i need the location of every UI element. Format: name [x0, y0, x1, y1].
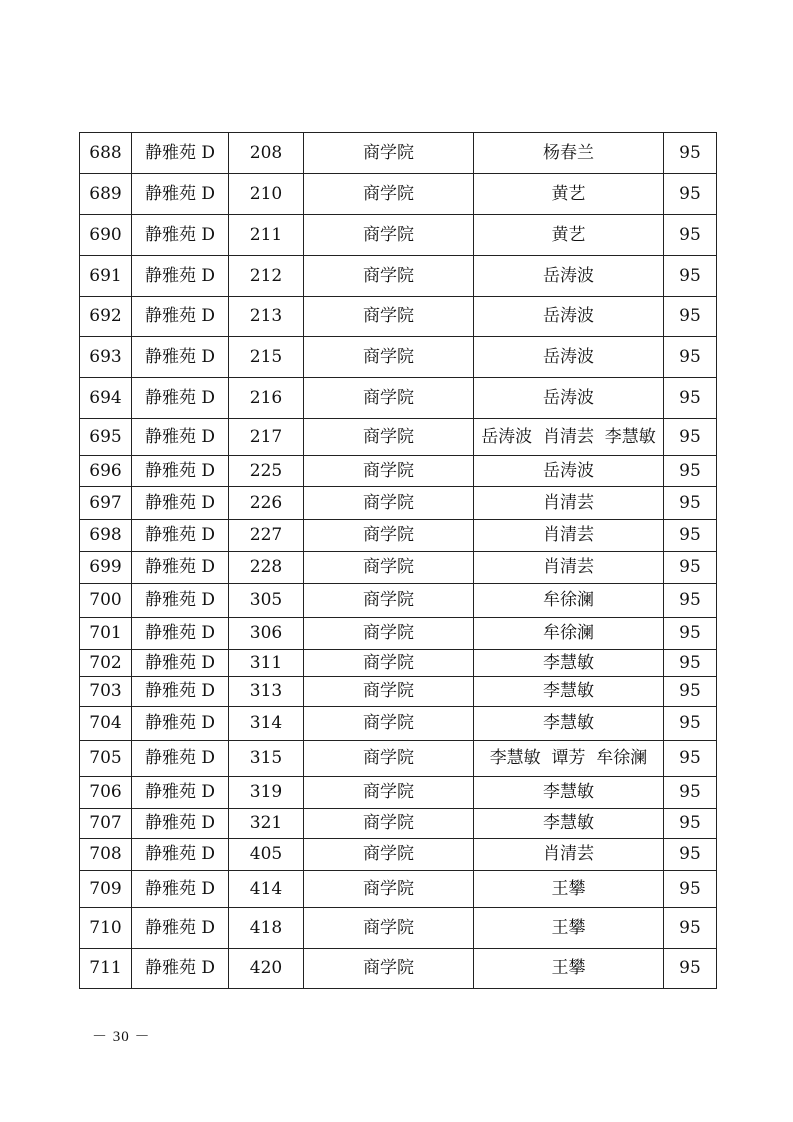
score-cell: 95	[664, 949, 717, 989]
college-cell: 商学院	[304, 552, 474, 584]
row-number: 689	[80, 174, 132, 215]
score-cell: 95	[664, 677, 717, 707]
table-row	[80, 707, 717, 741]
table-row	[80, 520, 717, 552]
row-number: 694	[80, 378, 132, 419]
responsible-person-cell: 杨春兰	[474, 133, 664, 174]
responsible-person-cell: 岳涛波	[474, 337, 664, 378]
table-row	[80, 552, 717, 584]
score-cell: 95	[664, 707, 717, 741]
row-number: 707	[80, 809, 132, 839]
score-cell: 95	[664, 174, 717, 215]
row-number: 704	[80, 707, 132, 741]
room-number-cell: 210	[229, 174, 304, 215]
building-cell: 静雅苑 D	[132, 871, 229, 908]
college-cell: 商学院	[304, 487, 474, 520]
responsible-person-cell: 肖清芸	[474, 552, 664, 584]
building-cell: 静雅苑 D	[132, 174, 229, 215]
responsible-person-cell: 黄艺	[474, 215, 664, 256]
table-row	[80, 618, 717, 650]
table-row	[80, 839, 717, 871]
table-row	[80, 419, 717, 456]
building-cell: 静雅苑 D	[132, 419, 229, 456]
building-cell: 静雅苑 D	[132, 552, 229, 584]
responsible-person-cell: 王攀	[474, 949, 664, 989]
dormitory-score-table	[79, 132, 717, 989]
row-number: 691	[80, 256, 132, 297]
college-cell: 商学院	[304, 256, 474, 297]
college-cell: 商学院	[304, 215, 474, 256]
row-number: 705	[80, 741, 132, 777]
college-cell: 商学院	[304, 809, 474, 839]
row-number: 697	[80, 487, 132, 520]
score-cell: 95	[664, 215, 717, 256]
score-cell: 95	[664, 378, 717, 419]
college-cell: 商学院	[304, 584, 474, 618]
score-cell: 95	[664, 871, 717, 908]
table-row	[80, 584, 717, 618]
score-cell: 95	[664, 741, 717, 777]
score-cell: 95	[664, 839, 717, 871]
building-cell: 静雅苑 D	[132, 256, 229, 297]
college-cell: 商学院	[304, 618, 474, 650]
page-number: － 30 －	[92, 1029, 151, 1045]
responsible-person-cell: 岳涛波	[474, 456, 664, 487]
room-number-cell: 228	[229, 552, 304, 584]
row-number: 708	[80, 839, 132, 871]
room-number-cell: 321	[229, 809, 304, 839]
building-cell: 静雅苑 D	[132, 908, 229, 949]
room-number-cell: 217	[229, 419, 304, 456]
responsible-person-cell: 黄艺	[474, 174, 664, 215]
table-row	[80, 456, 717, 487]
score-cell: 95	[664, 337, 717, 378]
building-cell: 静雅苑 D	[132, 297, 229, 337]
row-number: 701	[80, 618, 132, 650]
responsible-person-cell: 岳涛波	[474, 378, 664, 419]
table-row	[80, 378, 717, 419]
college-cell: 商学院	[304, 741, 474, 777]
responsible-person-cell: 肖清芸	[474, 487, 664, 520]
building-cell: 静雅苑 D	[132, 677, 229, 707]
score-cell: 95	[664, 456, 717, 487]
room-number-cell: 213	[229, 297, 304, 337]
table-row	[80, 487, 717, 520]
row-number: 711	[80, 949, 132, 989]
room-number-cell: 305	[229, 584, 304, 618]
college-cell: 商学院	[304, 419, 474, 456]
college-cell: 商学院	[304, 650, 474, 677]
college-cell: 商学院	[304, 297, 474, 337]
responsible-person-cell: 李慧敏	[474, 650, 664, 677]
room-number-cell: 212	[229, 256, 304, 297]
table-row	[80, 215, 717, 256]
building-cell: 静雅苑 D	[132, 650, 229, 677]
table-row	[80, 871, 717, 908]
room-number-cell: 414	[229, 871, 304, 908]
responsible-person-cell: 岳涛波	[474, 297, 664, 337]
row-number: 690	[80, 215, 132, 256]
table-row	[80, 741, 717, 777]
building-cell: 静雅苑 D	[132, 520, 229, 552]
table-row	[80, 174, 717, 215]
building-cell: 静雅苑 D	[132, 707, 229, 741]
building-cell: 静雅苑 D	[132, 133, 229, 174]
score-cell: 95	[664, 584, 717, 618]
building-cell: 静雅苑 D	[132, 741, 229, 777]
row-number: 703	[80, 677, 132, 707]
responsible-person-cell: 王攀	[474, 908, 664, 949]
row-number: 696	[80, 456, 132, 487]
college-cell: 商学院	[304, 456, 474, 487]
room-number-cell: 420	[229, 949, 304, 989]
college-cell: 商学院	[304, 949, 474, 989]
building-cell: 静雅苑 D	[132, 456, 229, 487]
responsible-person-cell: 肖清芸	[474, 839, 664, 871]
score-cell: 95	[664, 908, 717, 949]
responsible-person-cell: 李慧敏	[474, 707, 664, 741]
college-cell: 商学院	[304, 839, 474, 871]
room-number-cell: 208	[229, 133, 304, 174]
row-number: 699	[80, 552, 132, 584]
college-cell: 商学院	[304, 337, 474, 378]
room-number-cell: 405	[229, 839, 304, 871]
college-cell: 商学院	[304, 174, 474, 215]
score-cell: 95	[664, 297, 717, 337]
table-row	[80, 949, 717, 989]
row-number: 709	[80, 871, 132, 908]
responsible-person-cell: 岳涛波	[474, 256, 664, 297]
college-cell: 商学院	[304, 871, 474, 908]
score-cell: 95	[664, 487, 717, 520]
building-cell: 静雅苑 D	[132, 215, 229, 256]
row-number: 710	[80, 908, 132, 949]
room-number-cell: 314	[229, 707, 304, 741]
college-cell: 商学院	[304, 777, 474, 809]
row-number: 692	[80, 297, 132, 337]
college-cell: 商学院	[304, 520, 474, 552]
row-number: 693	[80, 337, 132, 378]
table-row	[80, 777, 717, 809]
row-number: 706	[80, 777, 132, 809]
score-cell: 95	[664, 809, 717, 839]
row-number: 698	[80, 520, 132, 552]
row-number: 700	[80, 584, 132, 618]
score-cell: 95	[664, 552, 717, 584]
row-number: 688	[80, 133, 132, 174]
score-cell: 95	[664, 650, 717, 677]
room-number-cell: 315	[229, 741, 304, 777]
table-body	[80, 133, 717, 989]
college-cell: 商学院	[304, 677, 474, 707]
score-cell: 95	[664, 777, 717, 809]
responsible-person-cell: 牟徐澜	[474, 584, 664, 618]
responsible-person-cell: 岳涛波 肖清芸 李慧敏	[474, 419, 664, 456]
table-row	[80, 677, 717, 707]
room-number-cell: 311	[229, 650, 304, 677]
row-number: 695	[80, 419, 132, 456]
row-number: 702	[80, 650, 132, 677]
score-cell: 95	[664, 256, 717, 297]
responsible-person-cell: 李慧敏	[474, 777, 664, 809]
table-row	[80, 908, 717, 949]
room-number-cell: 215	[229, 337, 304, 378]
room-number-cell: 418	[229, 908, 304, 949]
table-row	[80, 650, 717, 677]
building-cell: 静雅苑 D	[132, 809, 229, 839]
score-cell: 95	[664, 133, 717, 174]
table-row	[80, 297, 717, 337]
building-cell: 静雅苑 D	[132, 949, 229, 989]
table-row	[80, 809, 717, 839]
room-number-cell: 211	[229, 215, 304, 256]
college-cell: 商学院	[304, 707, 474, 741]
building-cell: 静雅苑 D	[132, 487, 229, 520]
room-number-cell: 319	[229, 777, 304, 809]
table-row	[80, 256, 717, 297]
score-cell: 95	[664, 419, 717, 456]
score-cell: 95	[664, 520, 717, 552]
college-cell: 商学院	[304, 908, 474, 949]
table-row	[80, 337, 717, 378]
responsible-person-cell: 王攀	[474, 871, 664, 908]
responsible-person-cell: 李慧敏	[474, 677, 664, 707]
responsible-person-cell: 肖清芸	[474, 520, 664, 552]
responsible-person-cell: 李慧敏 谭芳 牟徐澜	[474, 741, 664, 777]
score-cell: 95	[664, 618, 717, 650]
building-cell: 静雅苑 D	[132, 337, 229, 378]
building-cell: 静雅苑 D	[132, 378, 229, 419]
room-number-cell: 226	[229, 487, 304, 520]
college-cell: 商学院	[304, 378, 474, 419]
responsible-person-cell: 李慧敏	[474, 809, 664, 839]
room-number-cell: 313	[229, 677, 304, 707]
responsible-person-cell: 牟徐澜	[474, 618, 664, 650]
building-cell: 静雅苑 D	[132, 777, 229, 809]
room-number-cell: 216	[229, 378, 304, 419]
building-cell: 静雅苑 D	[132, 584, 229, 618]
building-cell: 静雅苑 D	[132, 839, 229, 871]
building-cell: 静雅苑 D	[132, 618, 229, 650]
room-number-cell: 225	[229, 456, 304, 487]
room-number-cell: 306	[229, 618, 304, 650]
table-row	[80, 133, 717, 174]
college-cell: 商学院	[304, 133, 474, 174]
room-number-cell: 227	[229, 520, 304, 552]
